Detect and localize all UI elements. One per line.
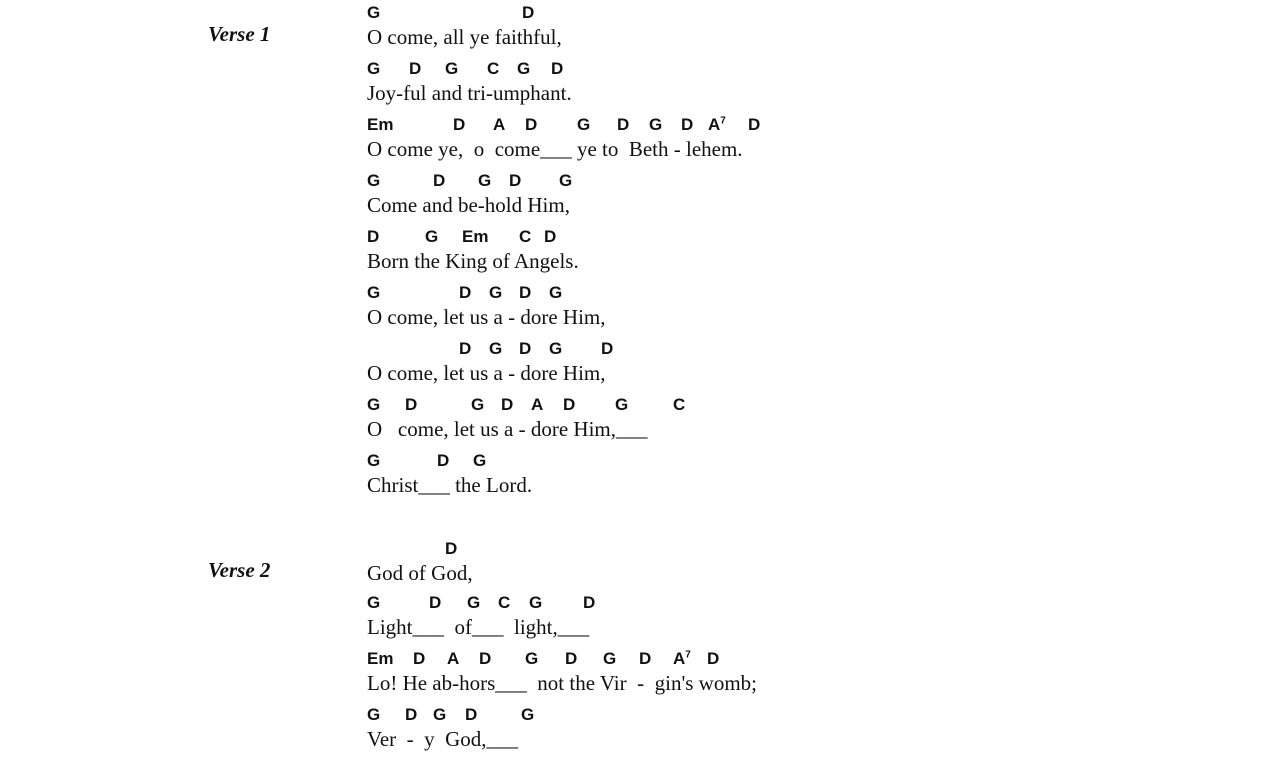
- lyric-line: Born the King of Angels.: [367, 249, 579, 273]
- chord-root: G: [525, 649, 539, 668]
- chord: [551, 58, 563, 80]
- chord: [525, 114, 537, 136]
- chord-root: D: [433, 171, 446, 190]
- chord-root: D: [565, 649, 578, 668]
- chord-root: G: [445, 59, 459, 78]
- chord: [544, 226, 556, 248]
- chord: [489, 338, 502, 360]
- lyric-line: Joy-ful and tri-umphant.: [367, 81, 572, 105]
- chord-root: D: [459, 339, 472, 358]
- lyric-line: O come, all ye faithful,: [367, 25, 562, 49]
- chord: [748, 114, 760, 136]
- chord-root: D: [522, 3, 535, 22]
- lyric-line: Come and be-hold Him,: [367, 193, 570, 217]
- chord-root: G: [367, 171, 381, 190]
- chord-root: D: [429, 593, 442, 612]
- song-line: [367, 450, 1267, 498]
- chord: [367, 58, 380, 80]
- chord: [473, 450, 486, 472]
- chord-root: D: [639, 649, 652, 668]
- chord-row: [367, 114, 1267, 136]
- chord-root: G: [433, 705, 447, 724]
- chord-root: G: [529, 593, 543, 612]
- chord-root: G: [367, 451, 381, 470]
- chord: [563, 394, 575, 416]
- chord-root: G: [471, 395, 485, 414]
- chord-root: G: [489, 283, 503, 302]
- song-line: [367, 394, 1267, 442]
- chord: [453, 114, 465, 136]
- chord-row: [367, 170, 1267, 192]
- chord: [521, 704, 534, 726]
- chord: [405, 704, 417, 726]
- chord-row: [367, 704, 1267, 726]
- chord-root: G: [549, 283, 563, 302]
- chord-root: D: [453, 115, 466, 134]
- chord: [367, 226, 379, 248]
- song-line: [367, 592, 1267, 640]
- chord-root: D: [405, 395, 418, 414]
- song-line: [367, 282, 1267, 330]
- chord: [437, 450, 449, 472]
- chord-root: A: [673, 649, 686, 668]
- chord-row: [367, 592, 1267, 614]
- chord-extension: 7: [720, 115, 726, 127]
- song-line: [367, 58, 1267, 106]
- song-line: [367, 170, 1267, 218]
- chord: [522, 2, 534, 24]
- lyric-line: Christ___ the Lord.: [367, 473, 533, 497]
- chord-root: D: [519, 283, 532, 302]
- lyric-line: O come, let us a - dore Him,: [367, 361, 606, 385]
- chord: [367, 2, 380, 24]
- chord-root: D: [465, 705, 478, 724]
- chord: [681, 114, 693, 136]
- chord-root: D: [409, 59, 422, 78]
- chord-root: C: [519, 227, 532, 246]
- chord-row: [367, 338, 1267, 360]
- chord: [673, 394, 685, 416]
- chord-root: G: [478, 171, 492, 190]
- chord-root: A: [708, 115, 721, 134]
- chord-root: D: [413, 649, 426, 668]
- chord: [413, 648, 425, 670]
- chord: [367, 170, 380, 192]
- chord-root: D: [519, 339, 532, 358]
- lyric-line: Lo! He ab-hors___ not the Vir - gin's womb;: [367, 671, 757, 695]
- chord-root: G: [549, 339, 563, 358]
- chord: [409, 58, 421, 80]
- verse-label: Verse 1: [208, 22, 271, 46]
- chord-root: D: [367, 227, 380, 246]
- chord-root: G: [367, 593, 381, 612]
- lyric-line: Light___ of___ light,___: [367, 615, 590, 639]
- chord: [559, 170, 572, 192]
- chord-root: G: [489, 339, 503, 358]
- chord: [445, 538, 457, 560]
- chord-row: [367, 394, 1267, 416]
- chord: [509, 170, 521, 192]
- chord-root: Em: [367, 115, 394, 134]
- chord: [367, 394, 380, 416]
- chord-row: [367, 58, 1267, 80]
- song-line: [367, 226, 1267, 274]
- chord-extension: 7: [685, 649, 691, 661]
- chord-root: D: [405, 705, 418, 724]
- chord-root: D: [445, 539, 458, 558]
- chord-root: D: [563, 395, 576, 414]
- chord: [673, 648, 691, 670]
- chord-root: D: [707, 649, 720, 668]
- chord-root: G: [559, 171, 573, 190]
- chord-row: [367, 282, 1267, 304]
- chord-row: [367, 2, 1267, 24]
- chord: [459, 338, 471, 360]
- chord-root: Em: [367, 649, 394, 668]
- chord-root: D: [501, 395, 514, 414]
- chord-root: G: [367, 395, 381, 414]
- lyric-line: O come ye, o come___ ye to Beth - lehem.: [367, 137, 743, 161]
- chord: [459, 282, 471, 304]
- chord-root: A: [531, 395, 544, 414]
- chord-root: D: [459, 283, 472, 302]
- chord: [525, 648, 538, 670]
- chord: [549, 282, 562, 304]
- chord: [519, 338, 531, 360]
- chord: [649, 114, 662, 136]
- song-line: [367, 338, 1267, 386]
- chord-root: A: [447, 649, 460, 668]
- chord: [429, 592, 441, 614]
- chord: [708, 114, 726, 136]
- chord: [493, 114, 505, 136]
- chord-root: D: [583, 593, 596, 612]
- chord-root: D: [509, 171, 522, 190]
- chord-root: D: [437, 451, 450, 470]
- chord: [489, 282, 502, 304]
- chord-root: D: [544, 227, 557, 246]
- chord-root: G: [367, 283, 381, 302]
- chord: [367, 450, 380, 472]
- chord: [601, 338, 613, 360]
- lyric-line: O come, let us a - dore Him,: [367, 305, 606, 329]
- chord: [577, 114, 590, 136]
- chord: [479, 648, 491, 670]
- chord-row: [367, 648, 1267, 670]
- chord-root: G: [367, 3, 381, 22]
- chord: [487, 58, 499, 80]
- chord-root: D: [601, 339, 614, 358]
- song-line: [367, 648, 1267, 696]
- chord-row: [367, 226, 1267, 248]
- chord-root: G: [603, 649, 617, 668]
- chord: [498, 592, 510, 614]
- chord: [549, 338, 562, 360]
- chord-row: [367, 538, 1267, 560]
- chord-root: G: [649, 115, 663, 134]
- chord-root: Em: [462, 227, 489, 246]
- chord: [367, 704, 380, 726]
- chord-row: [367, 450, 1267, 472]
- chord: [615, 394, 628, 416]
- chord-root: G: [425, 227, 439, 246]
- chord-root: D: [479, 649, 492, 668]
- chord-root: C: [498, 593, 511, 612]
- chord: [639, 648, 651, 670]
- chord: [367, 592, 380, 614]
- chord-root: C: [673, 395, 686, 414]
- chord-root: D: [748, 115, 761, 134]
- lyric-line: O come, let us a - dore Him,___: [367, 417, 648, 441]
- chord-root: G: [615, 395, 629, 414]
- chord: [447, 648, 459, 670]
- lyric-line: God of God,: [367, 561, 473, 585]
- chord-root: D: [551, 59, 564, 78]
- verse-label: Verse 2: [208, 558, 271, 582]
- chord: [367, 114, 393, 136]
- chord: [465, 704, 477, 726]
- chord: [467, 592, 480, 614]
- chord: [405, 394, 417, 416]
- chord-root: G: [521, 705, 535, 724]
- chord: [707, 648, 719, 670]
- chord-root: A: [493, 115, 506, 134]
- chord-root: D: [681, 115, 694, 134]
- chord: [617, 114, 629, 136]
- chord-root: C: [487, 59, 500, 78]
- chord-root: G: [517, 59, 531, 78]
- song-line: [367, 538, 1267, 586]
- chord: [425, 226, 438, 248]
- chord: [433, 170, 445, 192]
- chord: [519, 226, 531, 248]
- chord: [433, 704, 446, 726]
- chord-root: G: [467, 593, 481, 612]
- chord: [583, 592, 595, 614]
- chord: [462, 226, 488, 248]
- chord-root: G: [577, 115, 591, 134]
- chord: [445, 58, 458, 80]
- chord: [478, 170, 491, 192]
- chord: [517, 58, 530, 80]
- chord-root: D: [525, 115, 538, 134]
- chord: [531, 394, 543, 416]
- chord-root: G: [367, 59, 381, 78]
- song-line: [367, 704, 1267, 752]
- chord: [519, 282, 531, 304]
- chord: [529, 592, 542, 614]
- song-line: [367, 114, 1267, 162]
- chord: [367, 648, 393, 670]
- chord-root: G: [367, 705, 381, 724]
- chord: [501, 394, 513, 416]
- chord-root: G: [473, 451, 487, 470]
- chord: [603, 648, 616, 670]
- song-line: [367, 2, 1267, 50]
- chord: [471, 394, 484, 416]
- chord: [367, 282, 380, 304]
- chord-root: D: [617, 115, 630, 134]
- chord: [565, 648, 577, 670]
- lyric-line: Ver - y God,___: [367, 727, 519, 751]
